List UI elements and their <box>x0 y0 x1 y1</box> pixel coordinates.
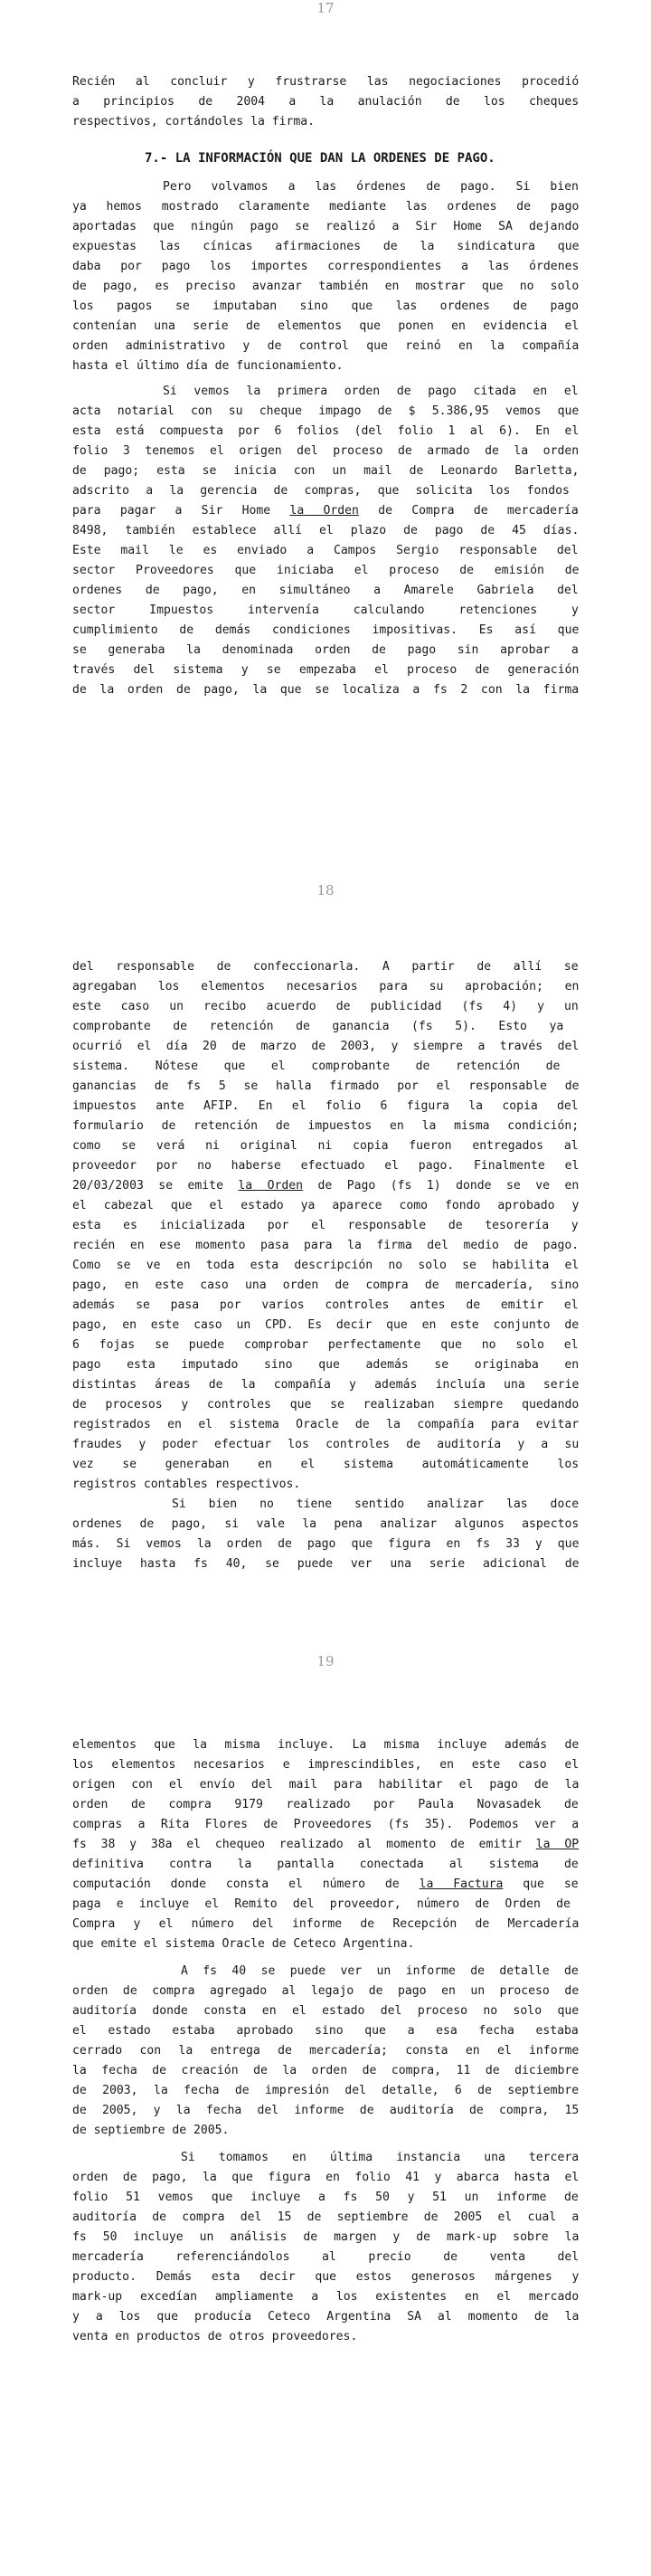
text-line: de septiembre de 2005. <box>72 2124 230 2137</box>
text-line: Este mail le es enviado a Campos Sergio responsable del <box>72 544 579 557</box>
text-line: la fecha de creación de la orden de compra, 11 de diciembre <box>72 2064 580 2077</box>
text-line: vez se generaban en el sistema automáticamente los <box>72 1458 580 1471</box>
text-line: paga e incluye el Remito del proveedor, número de Orden de <box>72 1897 571 1911</box>
text-line: orden de pago, la que figura en folio 41 y abarca hasta el <box>72 2171 580 2184</box>
text-line: venta en productos de otros proveedores. <box>72 2330 358 2343</box>
text-line: respectivos, cortándoles la firma. <box>72 115 316 128</box>
text-line: auditoría donde consta en el estado del proceso no solo que <box>72 2004 580 2018</box>
text-line: ordenes de pago, si vale la pena analizar algunos aspectos <box>72 1517 580 1531</box>
text-line: folio 51 vemos que incluye a fs 50 y 51 un informe de <box>72 2191 579 2204</box>
text-line: de pago, es preciso avanzar también en mostrar que no solo <box>72 280 580 293</box>
text-line: fraudes y poder efectuar los controles de auditoría y a su <box>72 1438 580 1451</box>
text-line: de procesos y controles que se realizaban siempre quedando <box>72 1398 580 1412</box>
text-line: contenían una serie de elementos que ponen en evidencia el <box>72 319 580 333</box>
text-line: Como se ve en toda esta descripción no solo se habilita el <box>72 1259 580 1272</box>
text-line: ganancias de fs 5 se halla firmado por el responsable de <box>72 1079 580 1093</box>
text-line: de 2005, y la fecha del informe de auditoría de compra, 15 <box>72 2104 580 2117</box>
text-line: el cabezal que el estado ya aparece como fondo aprobado y <box>72 1199 580 1212</box>
text-line: cumplimiento de demás condiciones impositivas. Es así que <box>72 623 580 637</box>
text-line: sector Impuestos intervenía calculando retenciones y <box>72 604 579 617</box>
text-line: orden administrativo y de control que reinó en la compañía <box>72 339 580 353</box>
text-line: impuestos ante AFIP. En el folio 6 figura la copia del <box>72 1099 579 1113</box>
text-line: sistema. Nótese que el comprobante de retención de <box>72 1060 561 1073</box>
text-line: daba por pago los importes correspondientes a las órdenes <box>72 260 580 273</box>
text-line: para pagar a Sir Home la Orden de Compra de mercadería <box>72 504 579 518</box>
text-line: mark-up excedían ampliamente a los existentes en el mercado <box>72 2290 580 2304</box>
text-line: elementos que la misma incluye. La misma incluye además de <box>72 1738 580 1752</box>
text-line: hasta el último día de funcionamiento. <box>72 359 344 373</box>
section-heading: 7.- LA INFORMACIÓN QUE DAN LA ORDENES DE PAGO. <box>145 151 495 166</box>
text-line: recién en ese momento pasa para la firma del medio de pago. <box>72 1239 580 1252</box>
text-line: ordenes de pago, en simultáneo a Amarele Gabriela del <box>72 584 579 597</box>
text-line: registros contables respectivos. <box>72 1478 301 1491</box>
text-line: de 2003, la fecha de impresión del detalle, 6 de septiembre <box>72 2084 580 2097</box>
text-line: los elementos necesarios e imprescindibles, en este caso el <box>72 1758 580 1772</box>
text-line: el estado estaba aprobado sino que a esa fecha estaba <box>72 2024 579 2038</box>
text-line: auditoría de compra del 15 de septiembre de 2005 el cual a <box>72 2210 580 2224</box>
text-line: A fs 40 se puede ver un informe de detalle de <box>181 1964 579 1978</box>
text-line: Si vemos la primera orden de pago citada en el <box>163 385 579 398</box>
text-line: pago, en este caso un CPD. Es decir que en este conjunto de <box>72 1318 580 1332</box>
text-line: ocurrió el día 20 de marzo de 2003, y siempre a través del <box>72 1040 580 1053</box>
text-line: 8498, también establece allí el plazo de pago de 45 días. <box>72 524 580 537</box>
text-line: los pagos se imputaban sino que las ordenes de pago <box>72 299 580 313</box>
text-line: agregaban los elementos necesarios para su aprobación; en <box>72 980 580 993</box>
text-line: de la orden de pago, la que se localiza a fs 2 con la firma <box>72 683 580 697</box>
text-line: pago esta imputado sino que además se originaba en <box>72 1358 580 1372</box>
text-line: proveedor por no haberse efectuado el pago. Finalmente el <box>72 1159 580 1173</box>
text-line: esta es inicializada por el responsable de tesorería y <box>72 1219 579 1232</box>
text-line: que emite el sistema Oracle de Ceteco Argentina. <box>72 1937 415 1951</box>
page-number: 18 <box>316 882 335 898</box>
text-line: comprobante de retención de ganancia (fs 5). Esto ya <box>72 1020 564 1033</box>
text-line: y a los que producía Ceteco Argentina SA al momento de la <box>72 2310 580 2324</box>
text-line: formulario de retención de impuestos en la misma condición; <box>72 1119 580 1133</box>
text-line: 20/03/2003 se emite la Orden de Pago (fs 1) donde se ve en <box>72 1179 580 1193</box>
text-line: expuestas las cínicas afirmaciones de la sindicatura que <box>72 240 580 253</box>
text-line: folio 3 tenemos el origen del proceso de armado de la orden <box>72 444 580 458</box>
text-line: se generaba la denominada orden de pago sin aprobar a <box>72 643 579 657</box>
text-line: como se verá ni original ni copia fueron entregados al <box>72 1139 579 1153</box>
text-line: mercadería referenciándolos al precio de venta del <box>72 2250 580 2264</box>
text-line: producto. Demás esta decir que estos generosos márgenes y <box>72 2270 580 2284</box>
text-line: sector Proveedores que iniciaba el proceso de emisión de <box>72 564 580 577</box>
text-line: pago, en este caso una orden de compra de mercadería, sino <box>72 1278 580 1292</box>
text-line: 6 fojas se puede comprobar perfectamente que no solo el <box>72 1338 579 1352</box>
text-line: acta notarial con su cheque impago de $ 5.386,95 vemos que <box>72 404 580 418</box>
text-line: definitiva contra la pantalla conectada al sistema de <box>72 1858 579 1871</box>
text-line: origen con el envío del mail para habilitar el pago de la <box>72 1778 580 1792</box>
text-line: computación donde consta el número de la Factura que se <box>72 1877 579 1891</box>
text-line: Compra y el número del informe de Recepción de Mercadería <box>72 1917 580 1931</box>
text-line: más. Si vemos la orden de pago que figura en fs 33 y que <box>72 1537 580 1551</box>
text-line: esta está compuesta por 6 folios (del folio 1 al 6). En el <box>72 424 580 438</box>
text-line: fs 38 y 38a el chequeo realizado al momento de emitir la OP <box>72 1838 580 1851</box>
text-line: de pago; esta se inicia con un mail de Leonardo Barletta, <box>72 464 580 478</box>
page-number: 19 <box>316 1653 335 1669</box>
text-line: adscrito a la gerencia de compras, que solicita los fondos <box>72 484 570 498</box>
text-line: distintas áreas de la compañía y además incluía una serie <box>72 1378 580 1392</box>
text-line: compras a Rita Flores de Proveedores (fs 35). Podemos ver a <box>72 1818 580 1831</box>
page-number: 17 <box>316 0 335 16</box>
text-line: este caso un recibo acuerdo de publicidad (fs 4) y un <box>72 1000 579 1013</box>
text-line: través del sistema y se empezaba el proceso de generación <box>72 663 580 677</box>
text-line: Pero volvamos a las órdenes de pago. Si bien <box>163 180 579 194</box>
text-line: incluye hasta fs 40, se puede ver una serie adicional de <box>72 1557 580 1571</box>
text-line: del responsable de confeccionarla. A partir de allí se <box>72 960 579 974</box>
text-line: cerrado con la entrega de mercadería; consta en el informe <box>72 2044 580 2058</box>
text-line: fs 50 incluye un análisis de margen y de mark-up sobre la <box>72 2230 580 2244</box>
text-line: aportadas que ningún pago se realizó a Sir Home SA dejando <box>72 220 580 233</box>
text-line: Si tomamos en última instancia una tercera <box>181 2151 580 2164</box>
text-line: ya hemos mostrado claramente mediante las ordenes de pago <box>72 200 580 214</box>
text-line: orden de compra 9179 realizado por Paula Novasadek de <box>72 1798 579 1811</box>
text-line: Recién al concluir y frustrarse las negociaciones procedió <box>72 75 580 89</box>
text-line: a principios de 2004 a la anulación de los cheques <box>72 95 580 109</box>
text-line: Si bien no tiene sentido analizar las doce <box>172 1497 580 1511</box>
text-line: además se pasa por varios controles antes de emitir el <box>72 1298 579 1312</box>
text-line: orden de compra agregado al legajo de pago en un proceso de <box>72 1984 580 1998</box>
text-line: registrados en el sistema Oracle de la compañía para evitar <box>72 1418 580 1431</box>
